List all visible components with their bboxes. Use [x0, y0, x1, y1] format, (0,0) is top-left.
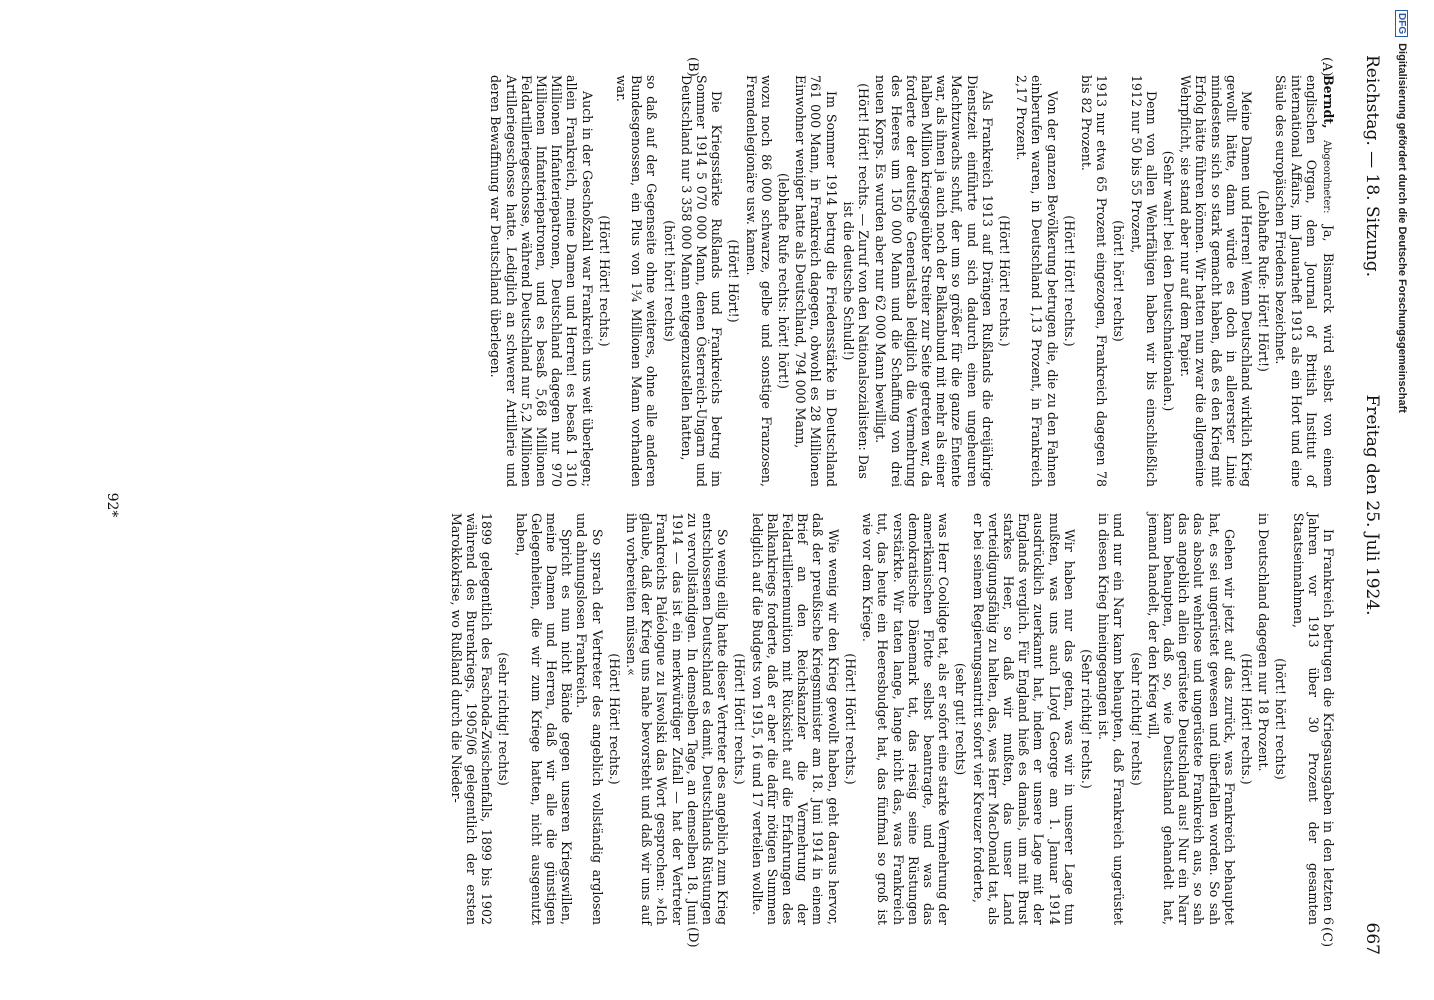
speech-paragraph: wozu noch 86 000 schwarze, gelbe und sonstige Franzosen, Fremdenlegionäre usw. kamen. [743, 75, 774, 487]
credit-text: Digitalisierung gefördert durch die Deutsche Forschungsgemeinschaft [1396, 43, 1408, 413]
interjection-remark: (Hört! Hört!) [726, 239, 742, 323]
interjection-remark: (sehr richtig! rechts) [1128, 652, 1144, 786]
document-page [90, 55, 1390, 955]
speech-paragraph: In Frankreich betrugen die Kriegsausgaben in den letzten 6 Jahren vor 1913 über 30 Prozent der gesamten Staatseinnahmen, [1290, 513, 1336, 925]
speech-paragraph: Von der ganzen Bevölkerung betrugen die, die zu den Fahnen einberufen waren, in Deutschland 1,13 Prozent, in Frankreich 2,17 Prozent. [1014, 75, 1060, 487]
speech-paragraph: Spricht es nun nicht Bände gegen unseren Kriegswillen, meine Damen und Herren, daß wir alle die günstigen Gelegenheiten, die wir zum Kriege hatten, nicht ausgenutzt haben, [513, 513, 575, 925]
interjection-remark: (Hört! Hört! rechts.) [842, 653, 858, 785]
interjection-remark: (Sehr richtig! rechts.) [1078, 649, 1094, 789]
speech-paragraph: 1899 gelegentlich des Faschoda-Zwischenfalls, 1899 bis 1902 während des Burenkriegs, 1905/06 gelegentlich der ersten Marokkokrise, wo Rußland durch die Nieder- [448, 513, 495, 925]
speech-paragraph: Meine Damen und Herren! Wenn Deutschland wirklich Krieg gewollt hätte, dann würde es doch in allererster Linie mindestens sich so stark gemacht haben, daß es den Krieg mit Erfolg hätte führen können. Wir hatten nun zwar die allgemeine Wehrpflicht, sie stand aber nur auf dem Papier. [1178, 75, 1254, 487]
interjection-remark: (Hört! Hört! rechts.) [1238, 653, 1254, 785]
page-number: 667 [1362, 922, 1382, 955]
digitization-credit [1386, 10, 1408, 990]
right-column [449, 513, 1336, 925]
speech-paragraph: So sprach der Vertreter des angeblich vollständig arglosen und ahnungslosen Frankreich. [574, 513, 605, 925]
margin-marker-d: (D) [685, 927, 700, 948]
speech-paragraph: Auch in der Geschoßzahl war Frankreich uns weit überlegen; allein Frankreich, meine Damen und Herren! es besaß 1 310 Millionen Infanteriepatronen, Deutschland dagegen nur 970 Millionen Infanteriepatronen, und es besaß 5,68 Millionen Feldartilleriegeschosse, während Deutschland nur 5,2 Millionen Artilleriegeschosse hatte. Lediglich an schwerer Artillerie und deren Bewaffnung war Deutschland überlegen. [488, 75, 595, 487]
speaker-name: Berndt, [1321, 75, 1336, 129]
interjection-remark: (hört! hört! rechts) [1111, 220, 1127, 342]
interjection-remark: (Hört! Hört! rechts.) [606, 653, 622, 785]
interjection-remark: (Hört! Hört! rechts.) [996, 215, 1012, 347]
header-session: Reichstag. — 18. Sitzung. [1362, 55, 1382, 278]
speech-paragraph: Gehen wir jetzt auf das zurück, was Frankreich behauptet hat, es sei ungerüstet gewesen und überfallen worden. So sah das absolut wehrlose und ungerüstete Frankreich aus, so sah das angeblich allein gerüstete Deutschland aus! Nur ein Narr kann behaupten, daß so, wie Deutschland gehandelt hat, jemand handelt, der den Krieg will, [1145, 513, 1237, 925]
interjection-remark: (sehr gut! rechts) [953, 662, 969, 776]
speaker-paragraph [1273, 75, 1336, 487]
speech-paragraph: so daß auf der Gegenseite ohne weiteres, ohne alle anderen Bundesgenossen, ein Plus von 1¾ Millionen Mann vorhanden war. [614, 75, 660, 487]
speech-paragraph: Denn von allen Wehrfähigen haben wir bis einschließlich 1912 nur 50 bis 55 Prozent, [1128, 75, 1159, 487]
interjection-remark: (Hört! Hört! rechts.) [596, 215, 612, 347]
speaker-text: Ja, Bismarck wird selbst von einem englischen Organ, dem Journal of British Institut of international Affairs, im Januarheft 1913 als ein Hort und eine Säule des europäischen Friedens bezeichnet. [1273, 75, 1336, 487]
margin-marker-a: (A) [1319, 57, 1334, 77]
interjection-remark: (Sehr wahr! bei den Deutschnationalen.) [1160, 150, 1176, 412]
interjection-remark: (hört! hört! rechts) [1273, 658, 1289, 780]
speech-paragraph: Im Sommer 1914 betrug die Friedensstärke in Deutschland 761 000 Mann, in Frankreich dagegen, obwohl es 28 Millionen Einwohner weniger hatte als Deutschland, 794 000 Mann, [793, 75, 839, 487]
speech-paragraph: So wenig eilig hatte dieser Vertreter des angeblich zum Krieg entschlossenen Deutschland es damit, Deutschlands Rüstungen zu vervollständigen. In demselben Tage, an demselben 18. Juni 1914 — das ist ein merkwürdiger Zufall — hat der Vertreter Frankreichs Paléologue zu Iswolski das Wort gesprochen: »Ich glaube, daß der Krieg uns nahe bevorsteht und daß wir uns auf ihn vorbereiten müssen.« [624, 513, 731, 925]
speech-paragraph: in Deutschland dagegen nur 18 Prozent. [1256, 513, 1272, 772]
speech-paragraph: Wir haben nur das getan, was wir in unserer Lage tun mußten, was uns auch Lloyd George am 1. Januar 1914 ausdrücklich zuerkannt hat, indem er unsere Lage mit der Englands verglich. Für England hieß es damals, um mit Brust starkes Heer, so daß wir mußten, das unser Land verteidigungsfähig zu halten, das, was Herr MacDonald tat, als er bei seinem Regierungsantritt sofort vier Kreuzer forderte, [970, 513, 1077, 925]
interjection-remark: (sehr richtig! rechts) [496, 652, 512, 786]
speech-paragraph: und nur ein Narr kann behaupten, daß Frankreich ungerüstet in diesen Krieg hineingegangen ist. [1096, 513, 1127, 925]
interjection-remark: (lebhafte Rufe rechts: hört! hört!) [776, 173, 792, 389]
interjection-remark: (Lebhafte Rufe: Hört! Hört!) [1256, 190, 1272, 372]
header-date: Freitag den 25. Juli 1924. [1362, 394, 1382, 616]
left-column [488, 75, 1336, 487]
speech-paragraph: was Herr Coolidge tat, als er sofort eine starke Vermehrung der amerikanischen Flotte selbst beantragte, und was das demokratische Dänemark tat, das riesig seine Rüstungen verstärkte. Wir taten lange, lange nicht das, was Frankreich tut, das heute ein Heeresbudget hat, das fünfmal so groß ist wie vor dem Kriege. [860, 513, 952, 925]
interjection-remark: (Hört! Hört! rechts.) [732, 653, 748, 785]
speech-paragraph: Wie wenig wir den Krieg gewollt haben, geht daraus hervor, daß der preußische Kriegsminister am 18. Juni 1914 in einem Brief an den Reichskanzler die Vermehrung der Feldartilleriemunition mit Rücksicht auf die Erfahrungen des Balkankriegs forderte, daß er aber die dafür nötigen Summen lediglich auf die Budgets von 1915, 16 und 17 verteilen wollte. [749, 513, 841, 925]
interjection-remark: (Hört! Hört! rechts. — Zuruf von den Nationalsozialisten: Das ist die deutsche Schuld!) [840, 83, 872, 479]
speaker-role: Abgeordneter: [1321, 139, 1332, 214]
signature-mark: 92* [104, 492, 120, 518]
speech-paragraph: Die Kriegsstärke Rußlands und Frankreichs betrug im Sommer 1914 5 070 000 Mann, denen Österreich-Ungarn und Deutschland nur 3 358 000 Mann entgegenzustellen hatten, [678, 75, 725, 487]
dfg-logo: DFG [1395, 10, 1408, 37]
speech-paragraph: 1913 nur etwa 65 Prozent eingezogen, Frankreich dagegen 78 bis 82 Prozent. [1078, 75, 1110, 487]
interjection-remark: (Hört! Hört! rechts.) [1061, 215, 1077, 347]
interjection-remark: (hört! hört! rechts) [661, 220, 677, 342]
margin-marker-b: (B) [685, 57, 700, 77]
speech-paragraph: Als Frankreich 1913 auf Drängen Rußlands die dreijährige Dienstzeit einführte und sich dadurch einen ungeheuren Machtzuwachs schuf, der um so größer für die ganze Entente war, als ihnen ja auch noch der Balkanbund mit mehr als einer halben Million kriegsgeübter Streiter zur Seite getreten war, da forderte der deutsche Generalstab lediglich die Vermehrung des Heeres um 150 000 Mann und die Schaffung von drei neuen Korps. Es wurden aber nur 62 000 Mann bewilligt. [873, 75, 995, 487]
page-header [1350, 55, 1390, 955]
margin-marker-c: (C) [1319, 927, 1334, 948]
